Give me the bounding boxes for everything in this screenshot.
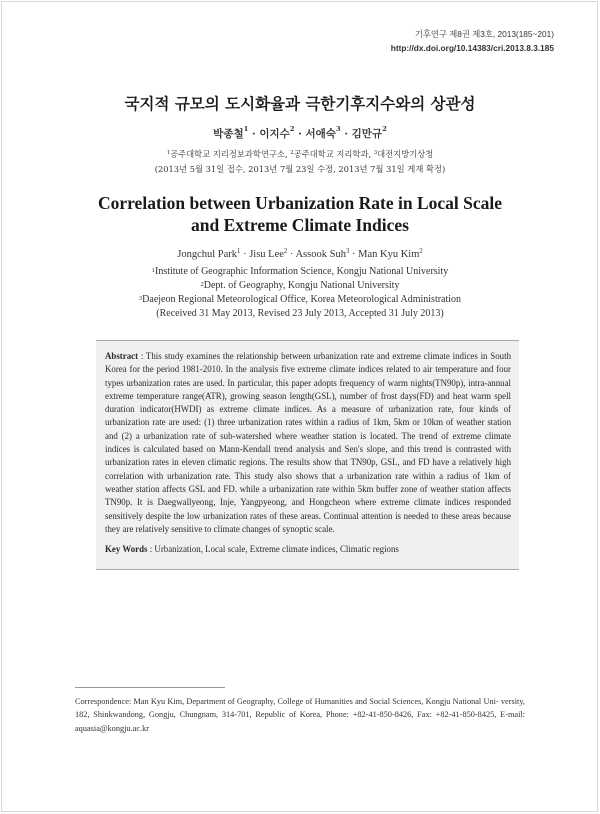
abstract-line: while a urbanization rate within 5km buffer zone of weather station affects TN90p. It is Daegwallyeong,	[105, 483, 511, 508]
affiliation-name: 공주대학교 지리정보과학연구소,	[170, 149, 288, 159]
affiliation-name: Dept. of Geography, Kongju National University	[203, 280, 400, 291]
author-affiliation-mark: 2	[419, 248, 423, 255]
affiliation-mark: 3	[138, 295, 143, 302]
affiliation-name: Daejeon Regional Meteorological Office, Korea Meteorological Administration	[142, 294, 462, 305]
author-name: Jisu Lee	[249, 249, 284, 260]
title-line: and Extreme Climate Indices	[191, 215, 409, 235]
correspondence-footnote	[75, 695, 525, 735]
keywords-text: : Urbanization, Local scale, Extreme climate indices, Climatic regions	[147, 544, 399, 555]
english-title	[0, 192, 600, 236]
title-line: Correlation between Urbanization Rate in Local Scale	[97, 193, 503, 213]
author-affiliation-mark: 3	[335, 125, 341, 133]
abstract-line: nights(TN90p), intra-annual extreme temperature range(ATR), growing season length(GSL), number of	[105, 377, 512, 401]
footnote-divider	[75, 687, 225, 688]
affiliation-line	[0, 265, 600, 279]
author-affiliation-mark: 1	[243, 125, 249, 133]
abstract-line: temperature and four types urbanization rates are used. In particular, this paper adopts frequency of warm	[105, 364, 511, 388]
author-name: 이지수	[259, 128, 290, 140]
abstract-line: The results show that TN90p, GSL, and FD have a relatively high correlation with urbanization rate. This	[105, 457, 512, 481]
korean-dates: (2013년 5월 31일 접수, 2013년 7월 23일 수정, 2013년 7월 31일 게재 확정)	[154, 164, 446, 174]
abstract-line: : This study examines the relationship between urbanization rate and extreme climate indices	[138, 351, 478, 361]
affiliation-mark: 3	[373, 150, 378, 156]
english-authors: Jongchul Park$^1$ · Jisu Lee$^2$ · Assook Suh$^3$ · Man Kyu Kim$^2$	[177, 248, 423, 260]
author-affiliation-mark: 1	[237, 248, 241, 255]
affiliation-line	[0, 279, 600, 293]
author-name: Man Kyu Kim	[358, 249, 420, 260]
correspondence-line: versity, 182, Shinkwandong, Gongju, Chungnam, 314-701, Republic of Korea, Phone: +82-41-850-8426, Fax: +82-41-850-8425,	[75, 697, 526, 720]
author-name: Jongchul Park	[177, 249, 238, 260]
author-name: 김만규	[351, 128, 383, 140]
abstract-label: Abstract	[105, 351, 139, 361]
abstract-line: urbanization rates of these areas. Continual attention is needed to these areas because they are relatively	[105, 510, 511, 534]
author-name: Assook Suh	[295, 249, 346, 260]
author-name: 서애숙	[305, 128, 336, 140]
abstract-line: study also shows that a urbanization rate within a radius of 1km of weather station affects GSL and FD.	[105, 470, 512, 494]
korean-affiliations	[0, 147, 600, 177]
correspondence-line: Correspondence: Man Kyu Kim, Department of Geography, College of Humanities and Social Sciences, Kongju National Uni-	[75, 697, 499, 706]
abstract-box	[96, 340, 519, 570]
author-affiliation-mark: 2	[382, 125, 387, 133]
journal-citation: 기후연구 제8권 제3호, 2013(185~201)	[414, 29, 554, 39]
keywords-label: Key Words	[105, 544, 148, 555]
abstract-line: frost days(FD) and heat warm spell duration indicator(HWDI) as extreme climate indices. As a measure	[105, 390, 512, 415]
abstract-line: Inje, Yangpyeong, and Hongcheon where extreme climate indices responded sensitively despite the low	[105, 497, 511, 521]
affiliation-name: 대전지방기상청	[377, 149, 434, 159]
author-affiliation-mark: 3	[345, 248, 350, 255]
english-affiliations	[0, 265, 600, 307]
journal-info	[391, 27, 554, 55]
abstract-line: in South Korea for the period 1981-2010. In the analysis five extreme climate indices related to air	[105, 351, 512, 375]
english-dates: (Received 31 May 2013, Revised 23 July 2013, Accepted 31 July 2013)	[156, 308, 444, 319]
author-name: 박종철	[213, 128, 244, 140]
affiliation-mark: 2	[290, 150, 294, 156]
author-affiliation-mark: 2	[283, 248, 288, 255]
affiliation-line	[0, 293, 600, 307]
affiliation-name: Institute of Geographic Information Science, Kongju National University	[154, 266, 449, 277]
abstract-text	[105, 350, 511, 536]
affiliation-line	[0, 147, 600, 162]
affiliation-mark: 2	[200, 281, 204, 288]
author-affiliation-mark: 2	[289, 125, 295, 133]
abstract-line: station is located. The trend of extreme climate indices is calculated based on Mann-Kendall trend	[105, 430, 511, 455]
affiliation-name: 공주대학교 지리학과,	[293, 149, 372, 159]
abstract-line: analysis and Sen's slope, and this trend is contrasted with urbanization rates in eleven climatic regions.	[105, 444, 512, 468]
abstract-line: sensitive to climate changes of synoptic scale.	[171, 523, 335, 534]
abstract-line: of 1km, 5km or 10km of weather station and (2) a urbanization rate of sub-watershed where weather	[105, 417, 512, 441]
affiliation-mark: 1	[151, 267, 155, 274]
keywords	[105, 544, 511, 554]
correspondence-line: E-mail: aquasia@kongju.ac.kr	[75, 710, 525, 733]
abstract-line: of urbanization rate, four kinds of urbanization rate are used: (1) three urbanization rates within a radius	[105, 404, 512, 428]
korean-title: 국지적 규모의 도시화율과 극한기후지수와의 상관성	[124, 95, 476, 113]
affiliation-mark: 1	[166, 150, 171, 156]
korean-authors: 박종철$^1$ · 이지수$^2$ · 서애숙$^3$ · 김만규$^2$	[213, 125, 387, 140]
doi-link[interactable]: http://dx.doi.org/10.14383/cri.2013.8.3.185	[390, 43, 554, 53]
